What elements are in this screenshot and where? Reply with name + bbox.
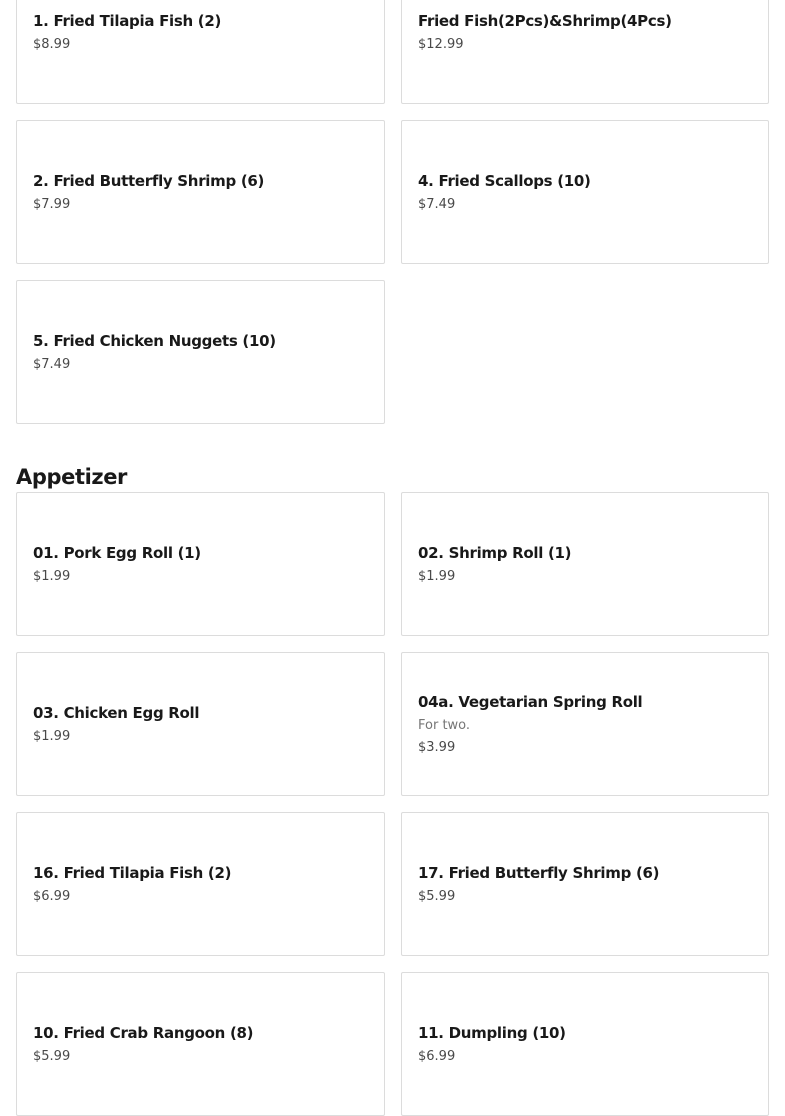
menu-item-card[interactable] (16, 492, 385, 636)
menu-item-card[interactable] (401, 812, 769, 956)
menu-item-price: $8.99 (33, 36, 71, 52)
menu-item-card[interactable] (401, 652, 769, 796)
menu-item-name: 2. Fried Butterfly Shrimp (6) (33, 171, 265, 190)
menu-item-card[interactable] (16, 972, 385, 1116)
menu-item-name: 11. Dumpling (10) (418, 1023, 566, 1042)
menu-item-card[interactable] (401, 0, 769, 104)
menu-item-card[interactable] (16, 652, 385, 796)
menu-item-name: 04a. Vegetarian Spring Roll (418, 692, 643, 711)
menu-item-price: $7.49 (33, 356, 71, 372)
menu-item-price: $6.99 (418, 1048, 456, 1064)
menu-item-card[interactable] (16, 0, 385, 104)
menu-item-card[interactable] (16, 120, 385, 264)
menu-item-price: $1.99 (418, 568, 456, 584)
menu-item-name: 1. Fried Tilapia Fish (2) (33, 11, 222, 30)
menu-item-description: For two. (418, 717, 471, 733)
menu-item-card[interactable] (401, 120, 769, 264)
menu-item-price: $7.99 (33, 196, 71, 212)
menu-item-price: $5.99 (418, 888, 456, 904)
menu-item-name: 5. Fried Chicken Nuggets (10) (33, 331, 276, 350)
menu-section-grid (0, 492, 785, 1116)
section-title: Appetizer (16, 465, 128, 489)
menu-item-price: $6.99 (33, 888, 71, 904)
menu-item-name: 03. Chicken Egg Roll (33, 703, 200, 722)
menu-item-name: 16. Fried Tilapia Fish (2) (33, 863, 232, 882)
menu-item-card[interactable] (16, 280, 385, 424)
menu-section-grid (0, 0, 785, 424)
menu-item-name: 02. Shrimp Roll (1) (418, 543, 572, 562)
menu-item-price: $5.99 (33, 1048, 71, 1064)
menu-item-name: 4. Fried Scallops (10) (418, 171, 591, 190)
menu-item-name: 01. Pork Egg Roll (1) (33, 543, 201, 562)
menu-item-card[interactable] (401, 972, 769, 1116)
menu-item-price: $1.99 (33, 568, 71, 584)
menu-item-name: 10. Fried Crab Rangoon (8) (33, 1023, 254, 1042)
menu-item-price: $1.99 (33, 728, 71, 744)
section-spacer (0, 424, 785, 462)
menu-item-card[interactable] (401, 492, 769, 636)
menu-item-price: $12.99 (418, 36, 464, 52)
menu-item-name: 17. Fried Butterfly Shrimp (6) (418, 863, 660, 882)
menu-item-card[interactable] (16, 812, 385, 956)
menu-item-name: Fried Fish(2Pcs)&Shrimp(4Pcs) (418, 11, 672, 30)
menu-item-price: $3.99 (418, 739, 456, 755)
menu-item-price: $7.49 (418, 196, 456, 212)
